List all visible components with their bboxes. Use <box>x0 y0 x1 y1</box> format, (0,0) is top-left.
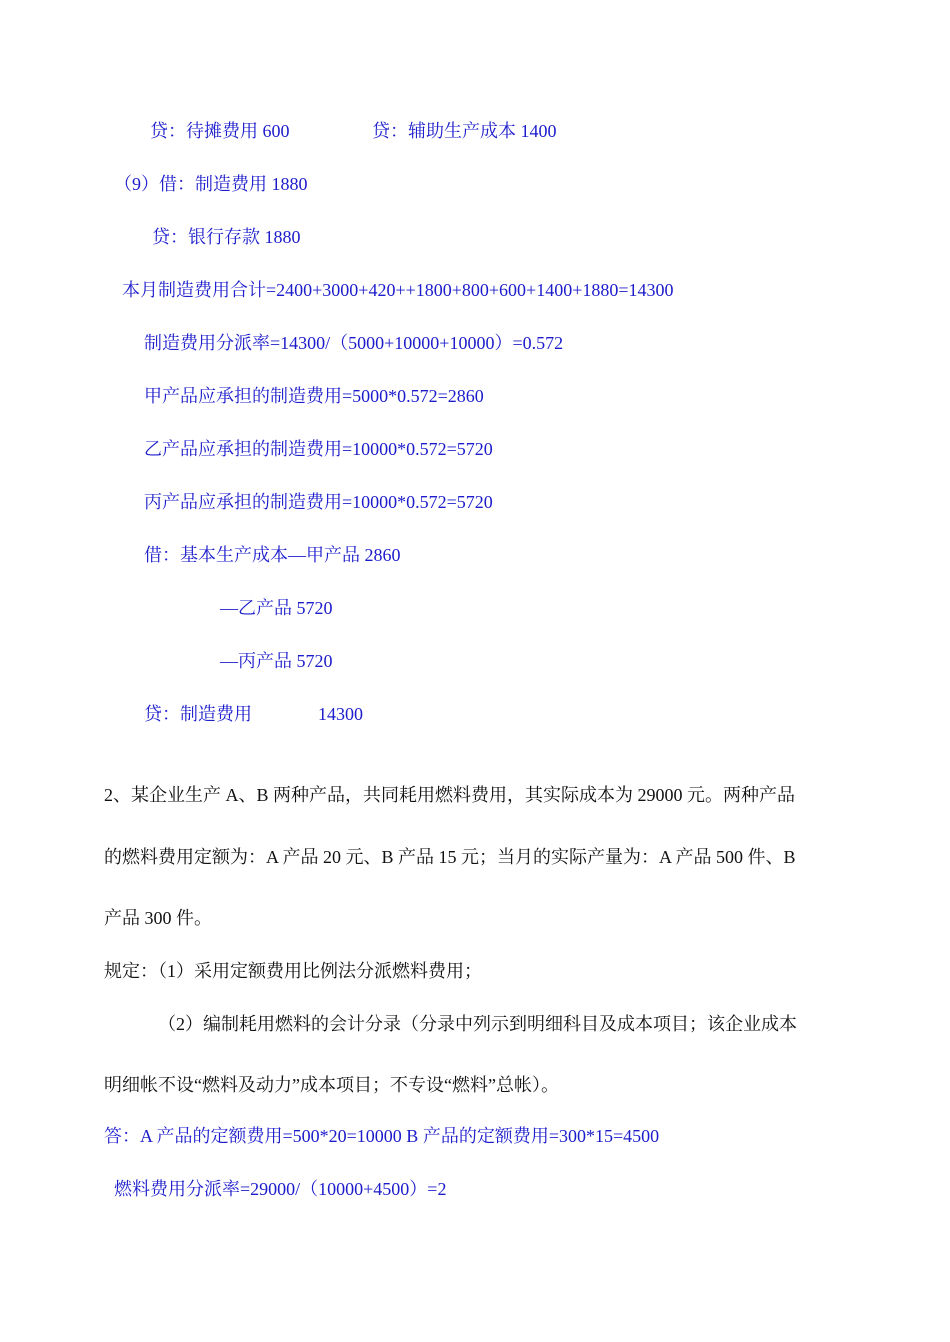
entry-credit-aux-production: 贷：辅助生产成本 1400 <box>372 121 557 141</box>
entry-debit-yi: —乙产品 5720 <box>220 598 333 618</box>
overhead-product-jia: 甲产品应承担的制造费用=5000*0.572=2860 <box>144 386 484 406</box>
entry-9-debit: （9）借：制造费用 1880 <box>114 174 308 194</box>
overhead-rate: 制造费用分派率=14300/（5000+10000+10000）=0.572 <box>144 333 564 353</box>
entry-credit-prepaid: 贷：待摊费用 600 <box>150 121 290 141</box>
overhead-total: 本月制造费用合计=2400+3000+420++1800+800+600+1400+1880=14300 <box>122 280 674 300</box>
entry-credit-overhead-amount: 14300 <box>318 704 363 724</box>
answer-2-quota-costs: 答：A 产品的定额费用=500*20=10000 B 产品的定额费用=300*15=4500 <box>104 1126 660 1146</box>
entry-9-credit: 贷：银行存款 1880 <box>152 227 301 247</box>
overhead-product-yi: 乙产品应承担的制造费用=10000*0.572=5720 <box>144 439 493 459</box>
entry-credit-overhead: 贷：制造费用 <box>144 704 252 724</box>
question-2-line-1: 2、某企业生产 A、B 两种产品，共同耗用燃料费用，其实际成本为 29000 元。两种产品 <box>104 785 796 805</box>
question-2-requirement-2-cont: 明细帐不设“燃料及动力”成本项目；不专设“燃料”总帐）。 <box>104 1075 559 1095</box>
question-2-requirement-1: 规定：（1）采用定额费用比例法分派燃料费用； <box>104 961 482 981</box>
answer-2-allocation-rate: 燃料费用分派率=29000/（10000+4500）=2 <box>114 1179 447 1199</box>
question-2-line-2: 的燃料费用定额为：A 产品 20 元、B 产品 15 元；当月的实际产量为：A 产品 500 件、B <box>104 847 796 867</box>
entry-debit-bing: —丙产品 5720 <box>220 651 333 671</box>
question-2-line-3: 产品 300 件。 <box>104 908 212 928</box>
entry-debit-basic-production: 借：基本生产成本—甲产品 2860 <box>144 545 401 565</box>
question-2-requirement-2: （2）编制耗用燃料的会计分录（分录中列示到明细科目及成本项目；该企业成本 <box>158 1014 797 1034</box>
overhead-product-bing: 丙产品应承担的制造费用=10000*0.572=5720 <box>144 492 493 512</box>
